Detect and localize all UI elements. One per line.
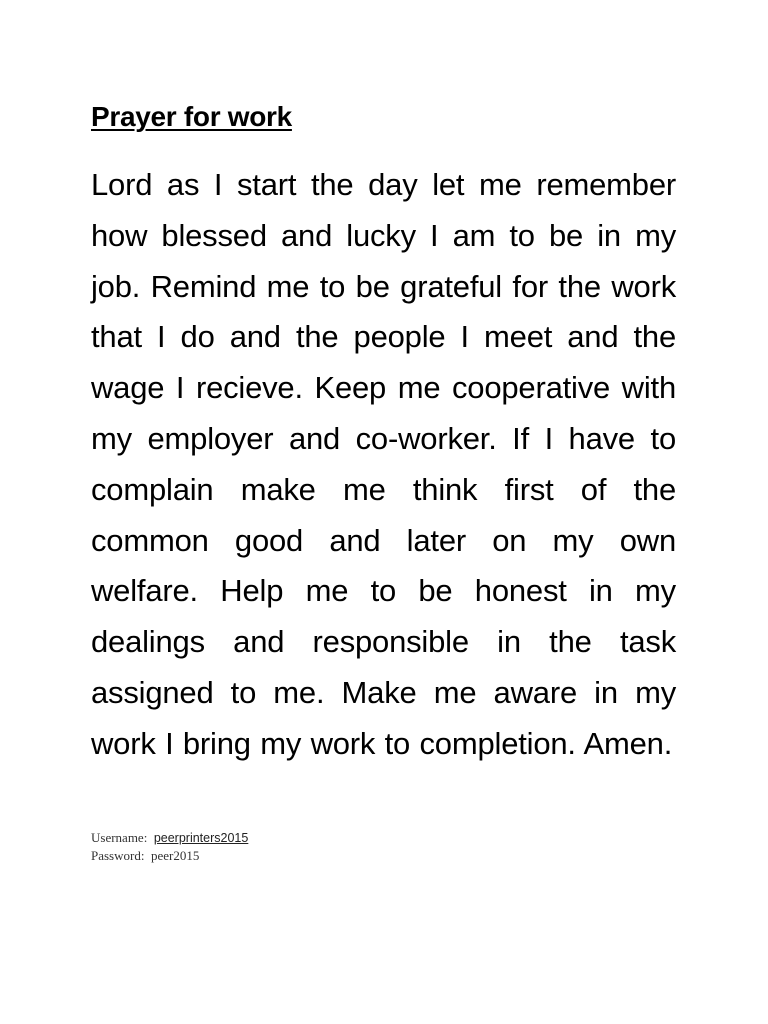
credentials-block xyxy=(91,829,248,865)
document-title: Prayer for work xyxy=(91,101,292,132)
username-row xyxy=(91,829,248,847)
password-value: peer2015 xyxy=(150,848,200,863)
prayer-body-paragraph: Lord as I start the day let me remember how blessed and lucky I am to be in my job. Remind me to be grateful for the work that I do and the people I meet and the wage I recieve. Keep me cooperative with my employer and co-worker. If I have to complain make me think first of the common good and later on my own welfare. Help me to be honest in my dealings and responsible in the task assigned to me. Make me aware in my work I bring my work to completion. Amen. xyxy=(91,167,676,761)
password-label: Password: xyxy=(91,848,148,863)
password-row xyxy=(91,847,248,865)
username-link[interactable]: peerprinters2015 xyxy=(153,831,249,845)
username-label: Username: xyxy=(91,830,151,845)
